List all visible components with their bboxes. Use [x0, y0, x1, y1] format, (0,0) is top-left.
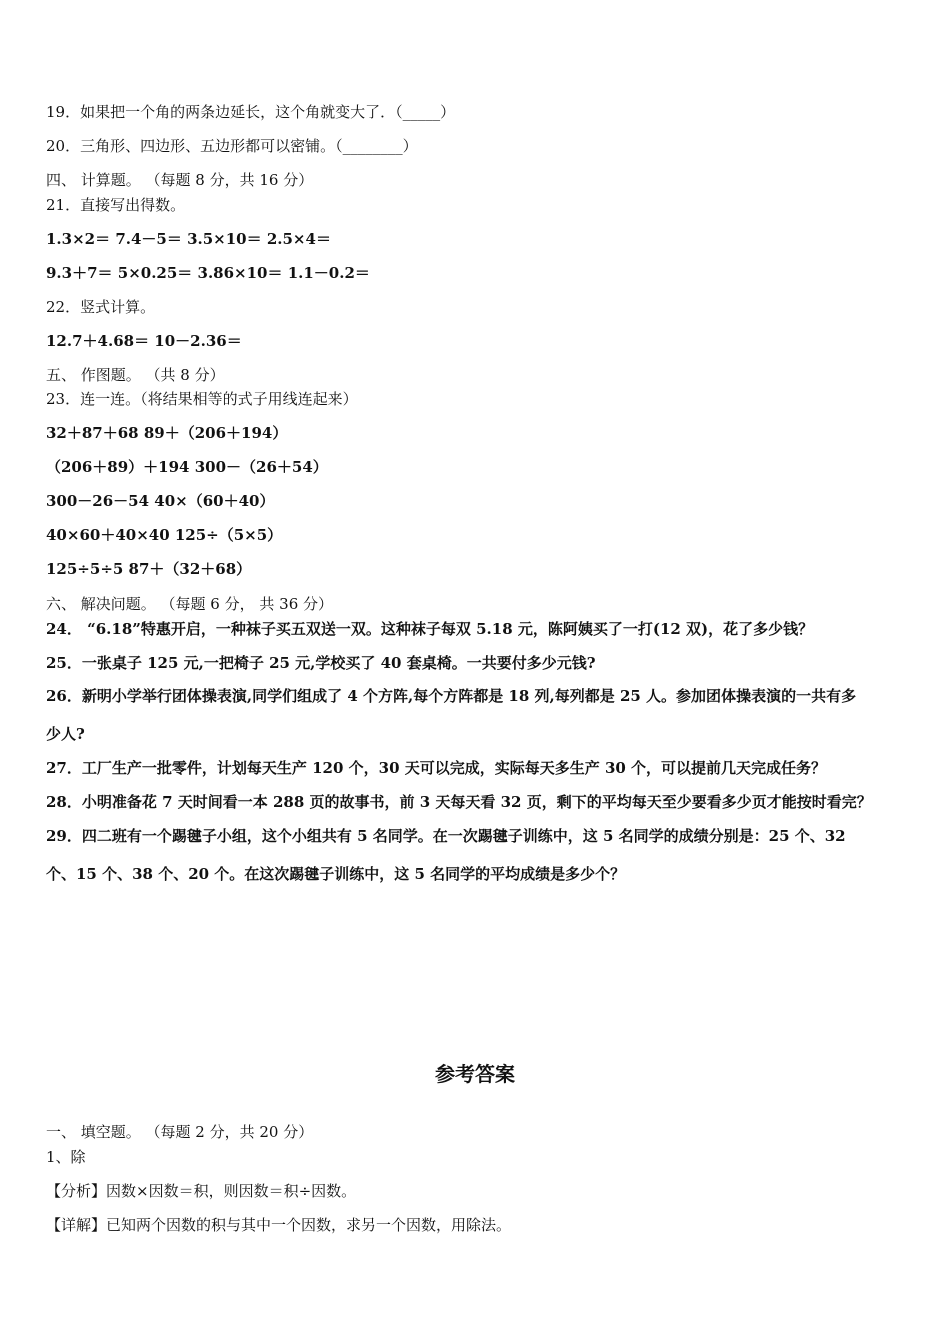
q23-row: 300－26－54 40×（60＋40）	[46, 492, 275, 510]
question-25: 25．一张桌子 125 元,一把椅子 25 元,学校买了 40 套桌椅。一共要付多少元钱?	[46, 654, 596, 672]
q21-row-1: 1.3×2＝ 7.4－5＝ 3.5×10＝ 2.5×4＝	[46, 230, 331, 248]
answer-1: 1、除	[46, 1148, 86, 1166]
question-28: 28．小明准备花 7 天时间看一本 288 页的故事书，前 3 天每天看 32 页，剩下的平均每天至少要看多少页才能按时看完？	[46, 793, 872, 811]
question-29: 29．四二班有一个踢毽子小组，这个小组共有 5 名同学。在一次踢毽子训练中，这 5 名同学的成绩分别是：25 个、32	[46, 827, 846, 845]
question-26: 26．新明小学举行团体操表演,同学们组成了 4 个方阵,每个方阵都是 18 列,每列都是 25 人。参加团体操表演的一共有多	[46, 687, 857, 705]
q22-row: 12.7＋4.68＝ 10－2.36＝	[46, 332, 242, 350]
section-6-heading: 六、 解决问题。 （每题 6 分， 共 36 分）	[46, 595, 334, 613]
answer-1-detail: 【详解】已知两个因数的积与其中一个因数，求另一个因数，用除法。	[46, 1216, 512, 1234]
section-5-heading: 五、 作图题。 （共 8 分）	[46, 366, 225, 384]
section-4-heading: 四、 计算题。 （每题 8 分，共 16 分）	[46, 171, 314, 189]
q23-row: 40×60＋40×40 125÷（5×5）	[46, 526, 283, 544]
q23-row: 32＋87＋68 89＋（206＋194）	[46, 424, 288, 442]
q23-row: （206＋89）＋194 300－（26＋54）	[46, 458, 328, 476]
answer-title: 参考答案	[435, 1062, 515, 1086]
q23-row: 125÷5÷5 87＋（32＋68）	[46, 560, 252, 578]
question-22: 22．竖式计算。	[46, 298, 156, 316]
question-29-cont: 个、15 个、38 个、20 个。在这次踢毽子训练中，这 5 名同学的平均成绩是多少个？	[46, 865, 626, 883]
question-24: 24． “6.18”特惠开启，一种袜子买五双送一双。这种袜子每双 5.18 元，陈阿姨买了一打(12 双)，花了多少钱？	[46, 620, 814, 638]
question-23: 23．连一连。（将结果相等的式子用线连起来）	[46, 390, 358, 408]
question-26-cont: 少人?	[46, 725, 85, 743]
answer-1-analysis: 【分析】因数×因数＝积，则因数＝积÷因数。	[46, 1182, 357, 1200]
question-20: 20．三角形、四边形、五边形都可以密铺。（________）	[46, 137, 418, 155]
q21-row-2: 9.3＋7＝ 5×0.25＝ 3.86×10＝ 1.1－0.2＝	[46, 264, 370, 282]
question-21: 21．直接写出得数。	[46, 196, 186, 214]
question-27: 27．工厂生产一批零件，计划每天生产 120 个，30 天可以完成，实际每天多生产 30 个，可以提前几天完成任务？	[46, 759, 827, 777]
question-19: 19．如果把一个角的两条边延长，这个角就变大了．（_____）	[46, 103, 456, 121]
answer-section-1-heading: 一、 填空题。 （每题 2 分，共 20 分）	[46, 1123, 314, 1141]
